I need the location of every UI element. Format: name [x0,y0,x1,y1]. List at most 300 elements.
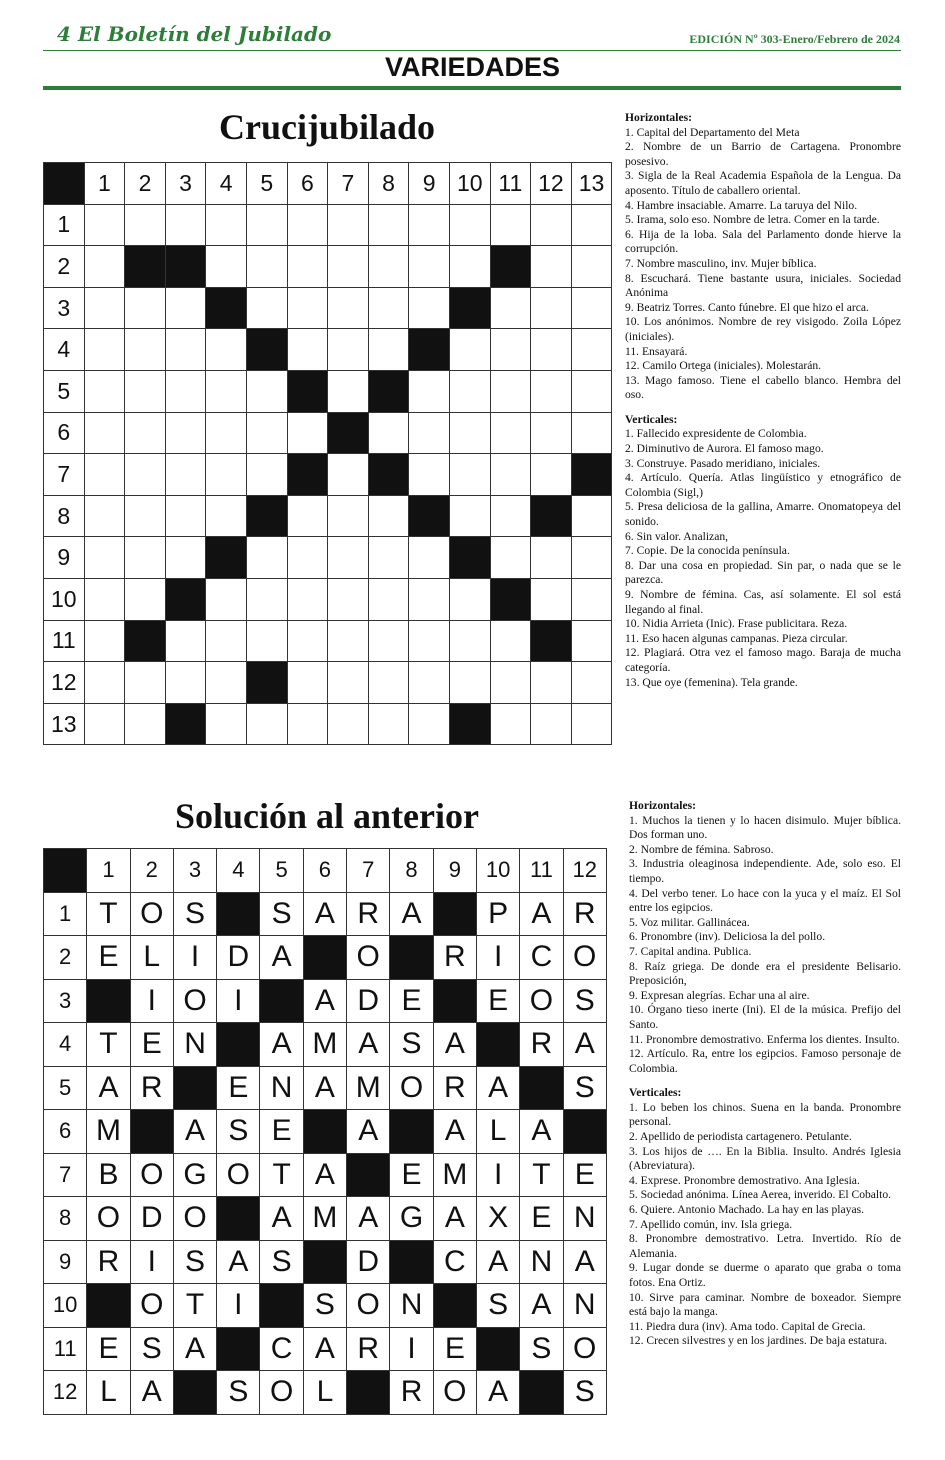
row-number: 11 [44,620,85,662]
grid-cell[interactable] [449,620,490,662]
black-square [433,1284,476,1328]
clue-item: 7. Capital andina. Publica. [629,944,752,958]
grid-cell[interactable] [449,204,490,246]
grid-cell[interactable] [165,620,206,662]
black-square [206,537,247,579]
grid-cell[interactable] [449,412,490,454]
grid-cell: S [476,1284,519,1328]
row-number: 9 [44,537,85,579]
grid-cell[interactable] [84,246,125,288]
column-number: 5 [246,163,287,205]
grid-cell: L [476,1110,519,1154]
grid-cell: S [217,1110,260,1154]
column-number: 5 [260,849,303,893]
black-square [217,1327,260,1371]
black-square [409,495,450,537]
grid-cell[interactable] [531,287,572,329]
clue-item: 12. Camilo Ortega (iniciales). Molestarán. [625,359,822,373]
grid-cell[interactable] [490,204,531,246]
grid-cell[interactable] [409,370,450,412]
grid-cell[interactable] [246,204,287,246]
grid-cell: P [476,892,519,936]
clue-item: 9. Expresan alegrías. Echar una al aire. [629,988,810,1002]
clue-item: 8. Pronombre demostrativo. Letra. Invertido. Río de Alemania. [629,1232,901,1260]
grid-cell[interactable] [328,370,369,412]
column-number: 11 [490,163,531,205]
grid-cell[interactable] [531,412,572,454]
grid-cell: R [563,892,606,936]
grid-cell: O [217,1153,260,1197]
clue-item: 8. Raíz griega. De donde era el presidente Belisario. Preposición, [629,959,901,988]
grid-cell[interactable] [409,578,450,620]
grid-cell[interactable] [125,329,166,371]
black-square [476,1327,519,1371]
grid-cell: E [87,1327,130,1371]
clue-item: 9. Beatriz Torres. Canto fúnebre. El que hizo el arca. [625,300,869,314]
grid-cell[interactable] [165,662,206,704]
grid-cell[interactable] [125,412,166,454]
verticales-heading: Verticales: [629,1086,682,1100]
grid-cell[interactable] [287,620,328,662]
grid-cell[interactable] [84,370,125,412]
grid-cell: R [87,1240,130,1284]
grid-cell: O [173,979,216,1023]
grid-cell[interactable] [409,703,450,745]
grid-cell: A [347,1197,390,1241]
grid-cell[interactable] [84,454,125,496]
black-square [433,979,476,1023]
column-number: 8 [368,163,409,205]
grid-cell: N [173,1023,216,1067]
grid-cell[interactable] [246,454,287,496]
grid-cell: E [87,936,130,980]
grid-cell[interactable] [328,246,369,288]
black-square [287,454,328,496]
grid-cell: S [520,1327,563,1371]
grid-cell: A [347,1110,390,1154]
grid-cell[interactable] [490,287,531,329]
grid-cell[interactable] [328,620,369,662]
grid-cell: A [303,892,346,936]
grid-cell[interactable] [287,703,328,745]
grid-cell[interactable] [368,204,409,246]
grid-cell: S [563,1371,606,1415]
puzzle-title: Crucijubilado [218,107,436,147]
black-square [476,1023,519,1067]
grid-cell[interactable] [206,495,247,537]
clue-item: 13. Que oye (femenina). Tela grande. [625,675,798,689]
grid-cell: I [390,1327,433,1371]
grid-cell[interactable] [531,578,572,620]
column-number: 10 [476,849,519,893]
grid-cell[interactable] [490,662,531,704]
grid-cell[interactable] [368,662,409,704]
grid-cell[interactable] [246,537,287,579]
row-number: 10 [44,578,85,620]
clue-item: 12. Crecen silvestres y en los jardines. De baja estatura. [629,1334,888,1348]
grid-cell: T [173,1284,216,1328]
grid-cell[interactable] [246,703,287,745]
grid-cell[interactable] [368,537,409,579]
grid-cell[interactable] [571,370,612,412]
grid-cell[interactable] [206,329,247,371]
grid-cell: N [520,1240,563,1284]
black-square [449,703,490,745]
grid-cell[interactable] [490,454,531,496]
black-square [520,1066,563,1110]
grid-cell[interactable] [125,370,166,412]
grid-cell[interactable] [490,412,531,454]
clue-item: 7. Copie. De la conocida península. [625,544,790,558]
black-square [173,1371,216,1415]
black-square [328,412,369,454]
black-square [490,578,531,620]
grid-cell[interactable] [206,246,247,288]
clue-item: 1. Muchos la tienen y lo hacen disimulo. Mujer bíblica. Dos forman uno. [629,813,901,842]
column-number: 10 [449,163,490,205]
grid-cell: O [563,1327,606,1371]
grid-cell[interactable] [571,287,612,329]
grid-cell[interactable] [206,412,247,454]
black-square [260,1284,303,1328]
row-number: 7 [44,454,85,496]
clue-item: 6. Sin valor. Analizan, [625,529,729,543]
grid-cell: M [303,1023,346,1067]
grid-cell[interactable] [246,412,287,454]
grid-cell[interactable] [571,204,612,246]
grid-cell[interactable] [368,703,409,745]
grid-cell[interactable] [531,703,572,745]
grid-cell: A [173,1110,216,1154]
grid-cell[interactable] [165,370,206,412]
grid-cell[interactable] [571,537,612,579]
clue-item: 3. Construye. Pasado meridiano, iniciales. [625,456,821,470]
grid-cell: R [433,1066,476,1110]
grid-cell[interactable] [571,412,612,454]
grid-cell[interactable] [328,495,369,537]
black-square [449,537,490,579]
grid-cell[interactable] [125,537,166,579]
black-square [246,329,287,371]
grid-cell[interactable] [490,620,531,662]
grid-cell[interactable] [490,370,531,412]
grid-cell[interactable] [165,287,206,329]
solution-grid [43,848,607,1415]
grid-cell[interactable] [531,537,572,579]
grid-cell: O [260,1371,303,1415]
row-number: 8 [44,495,85,537]
grid-cell[interactable] [571,662,612,704]
horizontales-heading: Horizontales: [629,799,696,812]
grid-cell: M [347,1066,390,1110]
grid-cell[interactable] [571,578,612,620]
grid-cell: A [476,1066,519,1110]
clue-item: 2. Nombre de un Barrio de Cartagena. Pronombre posesivo. [625,140,901,168]
grid-cell: R [433,936,476,980]
grid-cell[interactable] [246,578,287,620]
grid-cell: A [303,1153,346,1197]
grid-cell[interactable] [531,370,572,412]
column-number: 6 [303,849,346,893]
grid-cell: A [563,1240,606,1284]
clue-item: 5. Sociedad anónima. Línea Aerea, inverido. El Cobalto. [629,1188,892,1202]
grid-cell[interactable] [449,246,490,288]
column-number: 12 [563,849,606,893]
black-square [531,620,572,662]
row-number: 4 [44,1023,87,1067]
grid-cell[interactable] [84,703,125,745]
grid-cell: C [260,1327,303,1371]
grid-cell: R [347,1327,390,1371]
grid-cell[interactable] [328,578,369,620]
grid-cell[interactable] [287,537,328,579]
grid-cell[interactable] [449,370,490,412]
row-number: 3 [44,979,87,1023]
grid-cell[interactable] [206,620,247,662]
grid-cell[interactable] [531,204,572,246]
row-number: 10 [44,1284,87,1328]
grid-cell[interactable] [328,537,369,579]
clue-item: 4. Artículo. Quería. Atlas lingüístico y etnográfico de Colombia (Sigl,) [625,471,901,499]
grid-cell: E [260,1110,303,1154]
black-square [246,662,287,704]
grid-cell: S [563,1066,606,1110]
clue-item: 4. Del verbo tener. Lo hace con la yuca y el maíz. El Sol entre los egipcios. [629,886,901,915]
clue-item: 1. Capital del Departamento del Meta [625,125,800,139]
grid-cell[interactable] [125,703,166,745]
row-number: 5 [44,370,85,412]
grid-cell: A [260,936,303,980]
grid-cell[interactable] [206,703,247,745]
grid-cell: S [390,1023,433,1067]
grid-cell[interactable] [409,537,450,579]
grid-cell: O [390,1066,433,1110]
grid-cell[interactable] [287,287,328,329]
black-square [347,1153,390,1197]
grid-cell[interactable] [328,329,369,371]
grid-cell[interactable] [328,454,369,496]
grid-cell[interactable] [246,287,287,329]
grid-cell: D [347,1240,390,1284]
grid-cell[interactable] [368,495,409,537]
grid-cell[interactable] [490,703,531,745]
black-square [130,1110,173,1154]
row-number: 6 [44,412,85,454]
black-square [125,620,166,662]
grid-cell[interactable] [84,287,125,329]
grid-cell[interactable] [287,246,328,288]
clue-item: 13. Mago famoso. Tiene el cabello blanco. Hembra del oso. [625,373,901,402]
grid-cell: I [476,1153,519,1197]
grid-cell[interactable] [125,287,166,329]
black-square [303,1110,346,1154]
grid-cell[interactable] [125,454,166,496]
clue-item: 3. Sigla de la Real Academia Española de la Lengua. Da aposento. Título de caballero oriental. [625,169,901,197]
grid-cell: R [347,892,390,936]
black-square [217,892,260,936]
clue-item: 10. Sirve para caminar. Nombre de boxeador. Siempre está bajo la manga. [629,1290,901,1319]
grid-cell[interactable] [125,578,166,620]
grid-cell[interactable] [84,204,125,246]
column-number: 7 [347,849,390,893]
clue-item: 2. Diminutivo de Aurora. El famoso mago. [625,442,824,456]
grid-cell[interactable] [165,495,206,537]
grid-cell[interactable] [125,204,166,246]
black-square [433,892,476,936]
black-square [217,1197,260,1241]
grid-cell[interactable] [287,412,328,454]
grid-cell: D [347,979,390,1023]
grid-cell[interactable] [84,495,125,537]
black-square [390,1240,433,1284]
column-number: 12 [531,163,572,205]
grid-cell[interactable] [287,329,328,371]
grid-cell: E [433,1327,476,1371]
horizontales-heading: Horizontales: [625,111,692,124]
grid-cell[interactable] [125,662,166,704]
grid-cell: M [303,1197,346,1241]
grid-cell: L [303,1371,346,1415]
grid-cell: A [476,1240,519,1284]
grid-cell: A [260,1023,303,1067]
grid-cell[interactable] [246,246,287,288]
black-square [368,454,409,496]
grid-cell[interactable] [206,370,247,412]
grid-cell: L [130,936,173,980]
grid-cell: R [130,1066,173,1110]
grid-cell: A [260,1197,303,1241]
clue-item: 11. Piedra dura (inv). Ama todo. Capital de Grecia. [629,1319,866,1333]
grid-cell: S [260,1240,303,1284]
grid-cell: N [390,1284,433,1328]
grid-cell: A [173,1327,216,1371]
grid-cell[interactable] [165,537,206,579]
grid-cell[interactable] [84,329,125,371]
grid-cell[interactable] [328,287,369,329]
grid-cell: O [130,1153,173,1197]
grid-cell[interactable] [165,204,206,246]
grid-cell[interactable] [206,662,247,704]
grid-cell[interactable] [409,620,450,662]
grid-cell: S [563,979,606,1023]
grid-cell[interactable] [125,495,166,537]
grid-cell[interactable] [490,537,531,579]
grid-cell[interactable] [206,578,247,620]
black-square [563,1110,606,1154]
row-number: 5 [44,1066,87,1110]
grid-cell[interactable] [368,329,409,371]
grid-cell[interactable] [490,329,531,371]
grid-cell[interactable] [368,246,409,288]
grid-cell[interactable] [368,287,409,329]
grid-cell[interactable] [531,329,572,371]
grid-cell[interactable] [368,620,409,662]
row-number: 2 [44,246,85,288]
grid-cell[interactable] [287,578,328,620]
grid-cell[interactable] [328,703,369,745]
grid-cell[interactable] [84,412,125,454]
grid-cell[interactable] [206,454,247,496]
grid-cell[interactable] [449,578,490,620]
grid-cell[interactable] [368,578,409,620]
solution-title: Solución al anterior [175,796,479,836]
black-square [531,495,572,537]
grid-cell[interactable] [84,578,125,620]
grid-cell[interactable] [287,662,328,704]
clue-item: 9. Nombre de fémina. Cas, así solamente. El sol está llegando al final. [625,588,901,616]
column-number: 11 [520,849,563,893]
grid-cell: O [87,1197,130,1241]
black-square [173,1066,216,1110]
grid-cell[interactable] [449,495,490,537]
grid-cell[interactable] [84,620,125,662]
clue-item: 10. Órgano tieso inerte (Ini). El de la música. Prefijo del Santo. [629,1003,901,1031]
grid-cell: S [173,1240,216,1284]
grid-cell: E [520,1197,563,1241]
grid-cell[interactable] [449,329,490,371]
grid-cell[interactable] [165,454,206,496]
grid-cell[interactable] [328,204,369,246]
grid-cell[interactable] [328,662,369,704]
grid-cell[interactable] [287,204,328,246]
row-number: 4 [44,329,85,371]
grid-cell[interactable] [409,204,450,246]
column-number: 6 [287,163,328,205]
grid-cell[interactable] [409,662,450,704]
grid-cell[interactable] [409,246,450,288]
grid-cell[interactable] [287,495,328,537]
grid-cell: R [520,1023,563,1067]
clue-item: 6. Pronombre (inv). Deliciosa la del pollo. [629,930,826,944]
grid-cell[interactable] [84,662,125,704]
grid-cell[interactable] [490,495,531,537]
grid-cell[interactable] [571,703,612,745]
grid-cell: I [476,936,519,980]
grid-cell[interactable] [531,454,572,496]
grid-cell[interactable] [531,246,572,288]
grid-cell[interactable] [409,454,450,496]
grid-cell[interactable] [165,329,206,371]
edition-info: EDICIÓN Nº 303-Enero/Febrero de 2024 [689,32,900,46]
clue-item: 1. Fallecido expresidente de Colombia. [625,427,807,441]
grid-cell[interactable] [165,412,206,454]
grid-cell: E [563,1153,606,1197]
grid-cell[interactable] [409,287,450,329]
column-number: 13 [571,163,612,205]
grid-cell[interactable] [409,412,450,454]
grid-cell[interactable] [368,412,409,454]
grid-cell[interactable] [246,370,287,412]
grid-cell: O [130,892,173,936]
grid-cell[interactable] [571,329,612,371]
clue-item: 10. Nidia Arrieta (Inic). Frase publicitara. Reza. [625,617,848,631]
grid-cell[interactable] [206,204,247,246]
grid-cell[interactable] [246,620,287,662]
grid-cell: G [173,1153,216,1197]
clue-item: 5. Presa deliciosa de la gallina, Amarre. Onomatopeya del sonido. [625,500,901,529]
grid-cell[interactable] [571,246,612,288]
grid-cell[interactable] [571,495,612,537]
grid-cell[interactable] [449,454,490,496]
grid-cell: M [87,1110,130,1154]
black-square [571,454,612,496]
grid-cell[interactable] [449,662,490,704]
grid-cell[interactable] [571,620,612,662]
grid-cell[interactable] [84,537,125,579]
grid-cell: I [130,1240,173,1284]
grid-cell[interactable] [531,662,572,704]
grid-cell: S [260,892,303,936]
